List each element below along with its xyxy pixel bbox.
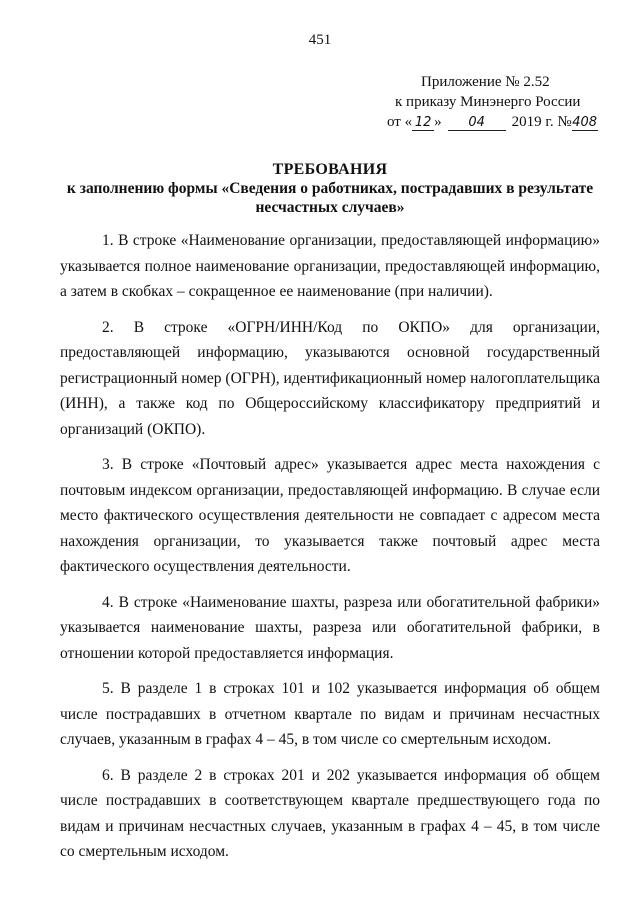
date-prefix: от « [387,114,413,130]
appendix-header [387,72,602,132]
document-subtitle: к заполнению формы «Сведения о работниках, пострадавших в результате несчастных случаев» [66,180,594,216]
handwritten-day: 12 [412,116,434,131]
paragraph-3: 3. В строке «Почтовый адрес» указывается адрес места нахождения с почтовым индексом организации, предоставляющей информацию. В случае если место фактического осуществления деятельности не совпадает с адресом места нахождения организации, то указывается также почтовый адрес места фактического осуществления деятельности. [60,456,600,575]
appendix-date-line [387,112,602,132]
document-title: ТРЕБОВАНИЯ [272,161,388,178]
handwritten-order-number: 408 [572,115,598,130]
paragraph-4: 4. В строке «Наименование шахты, разреза или обогатительной фабрики» указывается наименование шахты, разреза или обогатительной фабрики, в отношении которой предоставляется информация. [60,593,600,662]
page-number: 451 [308,32,332,48]
paragraph-5: 5. В разделе 1 в строках 101 и 102 указывается информация об общем числе пострадавших в отчетном квартале по видам и причинам несчастных случаев, указанным в графах 4 – 45, в том числе со смертельным исходом. [60,680,600,748]
paragraph-2: 2. В строке «ОГРН/ИНН/Код по ОКПО» для организации, предоставляющей информацию, указываются основной государственный регистрационный номер (ОГРН), идентификационный номер налогоплательщика (ИНН), а также код по Общероссийскому классификатору предприятий и организаций (ОКПО). [60,318,600,438]
paragraph-1: 1. В строке «Наименование организации, предоставляющей информацию» указывается полное наименование организации, предоставляющей информацию, а затем в скобках – сокращенное ее наименование (при наличии). [60,232,600,300]
paragraph-6: 6. В разделе 2 в строках 201 и 202 указывается информация об общем числе пострадавших в соответствующем квартале предшествующего года по видам и причинам несчастных случаев, указанным в графах 4 – 45, в том числе со смертельным исходом. [60,766,600,860]
date-year-text: 2019 г. № [511,114,572,130]
document-body [60,228,600,875]
handwritten-month: 04 [448,116,506,131]
appendix-order-reference: к приказу Минэнерго России [395,94,581,110]
document-title-block [60,160,600,217]
date-day-close: » [434,114,442,130]
appendix-title: Приложение № 2.52 [421,74,550,90]
